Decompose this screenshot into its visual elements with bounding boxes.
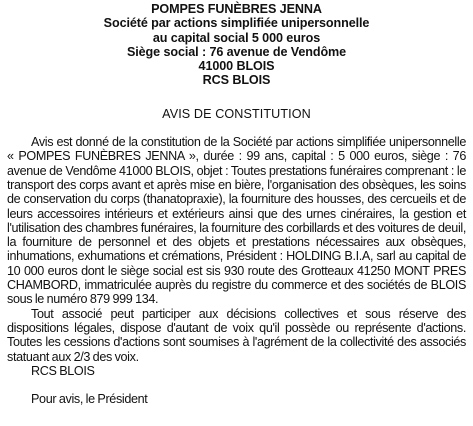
notice-body [7,135,466,406]
registry-mention: RCS BLOIS [31,363,95,378]
company-legal-form: Société par actions simplifiée unipersonnelle [103,16,370,31]
company-address: Siège social : 76 avenue de Vendôme [126,44,347,59]
constitution-paragraph: Avis est donné de la constitution de la Société par actions simplifiée unipersonnelle « POMPES FUNÈBRES JENNA », durée : 99 ans, capital : 5 000 euros, siège : 76 avenue de Vendôme 41000 BLOIS, objet : Toutes prestations funéraires comprenant : le transport des corps avant et après mise en bière, l'organisation des obsèques, les soins de conservation du corps (thanatopraxie), la fourniture des housses, des cercueils et de leurs accessoires intérieurs et extérieurs ainsi que des urnes cinéraires, la gestion et l'utilisation des chambres funéraires, la fourniture des corbillards et des voitures de deuil, la fourniture de personnel et des objets et prestations nécessaires aux obsèques, inhumations, exhumations et crémations, Président : HOLDING B.I.A, sarl au capital de 10 000 euros dont le siège social est sis 930 route des Grotteaux 41250 MONT PRES CHAMBORD, immatriculée auprès du registre du commerce et des sociétés de BLOIS sous le numéro 879 999 134. [7,135,466,307]
company-city: 41000 BLOIS [198,59,275,74]
signature-line: Pour avis, le Président [31,392,148,407]
company-registry: RCS BLOIS [202,73,271,88]
notice-title: AVIS DE CONSTITUTION [162,106,311,121]
company-name: POMPES FUNÈBRES JENNA [151,2,322,16]
company-capital: au capital social 5 000 euros [152,30,321,45]
company-header [7,2,466,88]
associates-paragraph: Tout associé peut participer aux décisions collectives et sous réserve des dispositions légales, dispose d'autant de voix qu'il possède ou représente d'actions. Toutes les cessions d'actions sont soumises à l'agrément de la collectivité des associés statuant aux 2/3 des voix. [7,306,466,364]
